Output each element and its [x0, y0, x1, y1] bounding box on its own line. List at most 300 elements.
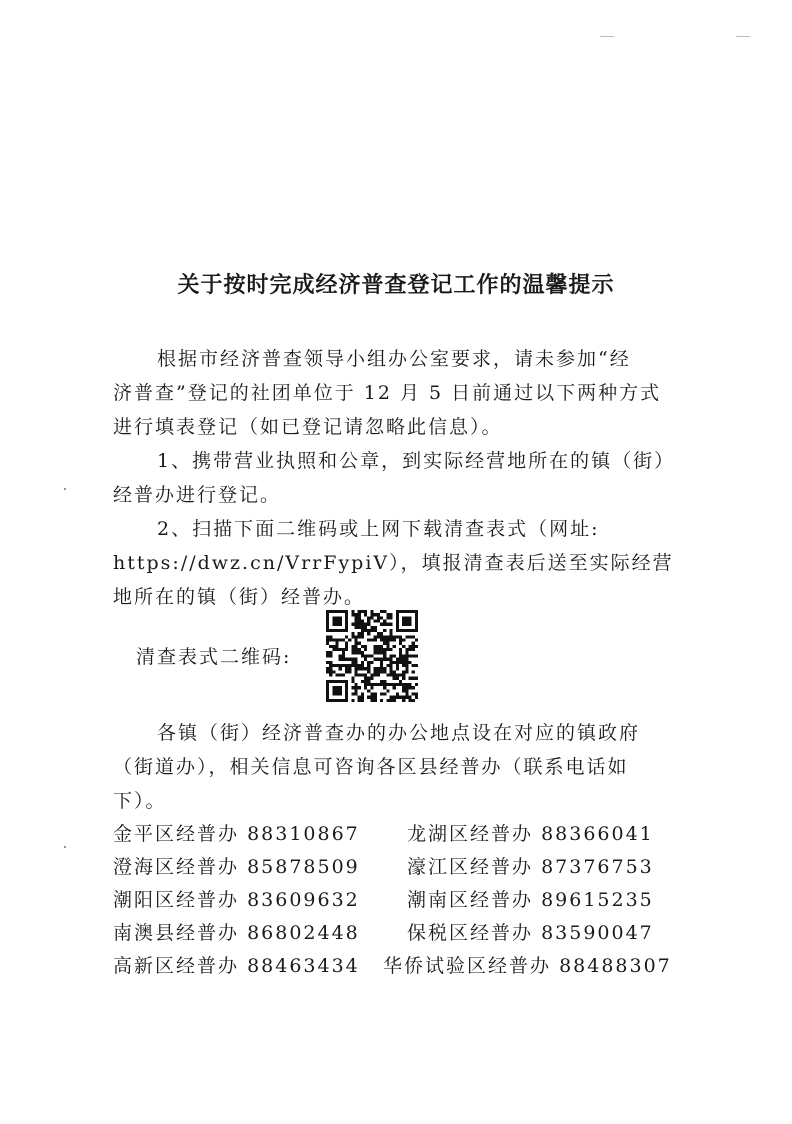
- qr-module: [351, 648, 354, 651]
- qr-module: [374, 699, 377, 702]
- qr-module: [412, 677, 415, 680]
- qr-module: [364, 613, 367, 616]
- qr-module: [336, 648, 339, 651]
- qr-module: [358, 613, 361, 616]
- qr-module: [351, 651, 354, 654]
- qr-module: [370, 699, 373, 702]
- qr-module: [389, 613, 392, 616]
- qr-module: [383, 635, 386, 638]
- qr-module: [396, 673, 399, 676]
- qr-module: [389, 683, 392, 686]
- qr-module: [402, 699, 405, 702]
- office-line: 下）。: [113, 790, 167, 812]
- qr-module: [389, 670, 392, 673]
- qr-module: [336, 645, 339, 648]
- qr-module: [405, 670, 408, 673]
- qr-module: [386, 613, 389, 616]
- qr-module: [367, 696, 370, 699]
- qr-module: [383, 667, 386, 670]
- qr-module: [326, 639, 329, 642]
- qr-module: [345, 664, 348, 667]
- qr-module: [332, 639, 335, 642]
- qr-module: [405, 664, 408, 667]
- contact-entry: [407, 884, 654, 917]
- qr-module: [386, 689, 389, 692]
- qr-module: [399, 658, 402, 661]
- qr-module: [389, 629, 392, 632]
- qr-module: [386, 623, 389, 626]
- qr-module: [393, 686, 396, 689]
- qr-module: [396, 677, 399, 680]
- qr-module: [383, 610, 386, 613]
- qr-module: [355, 642, 358, 645]
- qr-module: [339, 639, 342, 642]
- contact-entry: [383, 950, 672, 983]
- qr-module: [405, 648, 408, 651]
- qr-module: [402, 639, 405, 642]
- qr-module: [389, 658, 392, 661]
- qr-module: [380, 651, 383, 654]
- qr-module: [380, 664, 383, 667]
- qr-module: [374, 658, 377, 661]
- qr-module: [355, 620, 358, 623]
- qr-module: [358, 635, 361, 638]
- qr-module: [361, 667, 364, 670]
- qr-module: [399, 635, 402, 638]
- qr-module: [402, 673, 405, 676]
- qr-module: [399, 642, 402, 645]
- qr-module: [383, 620, 386, 623]
- qr-module: [361, 620, 364, 623]
- qr-module: [405, 667, 408, 670]
- office-paragraph: [113, 716, 668, 818]
- qr-module: [393, 673, 396, 676]
- qr-module: [402, 686, 405, 689]
- qr-module: [377, 632, 380, 635]
- qr-module: [374, 651, 377, 654]
- qr-module: [380, 667, 383, 670]
- qr-module: [377, 651, 380, 654]
- qr-module: [332, 645, 335, 648]
- qr-module: [336, 642, 339, 645]
- qr-module: [412, 692, 415, 695]
- intro-line: 进行填表登记（如已登记请忽略此信息）。: [113, 416, 503, 438]
- qr-module: [383, 670, 386, 673]
- qr-module: [402, 664, 405, 667]
- qr-module: [402, 645, 405, 648]
- qr-module: [405, 696, 408, 699]
- qr-module: [358, 642, 361, 645]
- qr-module: [364, 629, 367, 632]
- qr-module: [370, 654, 373, 657]
- qr-module: [361, 692, 364, 695]
- qr-module: [412, 648, 415, 651]
- intro-line: 济普查”登记的社团单位于 12 月 5 日前通过以下两种方式: [113, 382, 662, 404]
- qr-module: [364, 677, 367, 680]
- qr-module: [399, 683, 402, 686]
- qr-finder-module: [332, 616, 342, 626]
- qr-module: [329, 635, 332, 638]
- qr-module: [355, 645, 358, 648]
- qr-module: [396, 696, 399, 699]
- qr-module: [377, 670, 380, 673]
- qr-module: [408, 677, 411, 680]
- qr-module: [389, 648, 392, 651]
- qr-module: [380, 648, 383, 651]
- item-2-paragraph: [113, 512, 674, 614]
- scan-speck: [736, 36, 750, 37]
- qr-module: [374, 667, 377, 670]
- qr-module: [326, 651, 329, 654]
- contact-name: 龙湖区经普办: [407, 823, 534, 845]
- contact-phone: 86802448: [247, 922, 360, 944]
- qr-module: [326, 670, 329, 673]
- qr-module: [370, 616, 373, 619]
- qr-module: [386, 645, 389, 648]
- qr-label: 清查表式二维码:: [136, 646, 292, 668]
- qr-module: [358, 686, 361, 689]
- qr-module: [393, 645, 396, 648]
- intro-line: 根据市经济普查领导小组办公室要求，请未参加“经: [157, 348, 631, 370]
- qr-module: [380, 699, 383, 702]
- qr-module: [374, 696, 377, 699]
- qr-module: [345, 658, 348, 661]
- qr-module: [358, 667, 361, 670]
- qr-module: [374, 648, 377, 651]
- qr-module: [355, 683, 358, 686]
- qr-module: [355, 639, 358, 642]
- qr-module: [383, 692, 386, 695]
- qr-module: [361, 651, 364, 654]
- contact-phone: 89615235: [541, 889, 654, 911]
- qr-module: [355, 623, 358, 626]
- qr-module: [402, 689, 405, 692]
- qr-module: [386, 683, 389, 686]
- qr-module: [389, 623, 392, 626]
- qr-module: [412, 699, 415, 702]
- qr-module: [399, 639, 402, 642]
- qr-module: [342, 654, 345, 657]
- contact-entry: [407, 917, 654, 950]
- qr-module: [399, 661, 402, 664]
- qr-module: [351, 635, 354, 638]
- qr-module: [377, 645, 380, 648]
- qr-module: [380, 610, 383, 613]
- contact-row: [113, 851, 673, 884]
- item-2-line: https://dwz.cn/VrrFypiV），填报清查表后送至实际经营: [113, 552, 674, 574]
- qr-module: [389, 667, 392, 670]
- qr-module: [329, 639, 332, 642]
- contact-name: 濠江区经普办: [407, 856, 534, 878]
- qr-module: [345, 667, 348, 670]
- qr-module: [358, 632, 361, 635]
- qr-module: [364, 610, 367, 613]
- qr-module: [374, 613, 377, 616]
- qr-module: [342, 673, 345, 676]
- qr-module: [364, 648, 367, 651]
- qr-module: [367, 623, 370, 626]
- qr-module: [361, 680, 364, 683]
- qr-module: [348, 664, 351, 667]
- qr-module: [348, 667, 351, 670]
- contact-name: 潮南区经普办: [407, 889, 534, 911]
- qr-module: [396, 664, 399, 667]
- qr-module: [361, 632, 364, 635]
- qr-module: [355, 613, 358, 616]
- qr-module: [355, 648, 358, 651]
- qr-module: [358, 673, 361, 676]
- qr-module: [364, 626, 367, 629]
- qr-module: [380, 639, 383, 642]
- qr-module: [405, 689, 408, 692]
- qr-module: [367, 683, 370, 686]
- qr-module: [408, 683, 411, 686]
- qr-module: [383, 680, 386, 683]
- qr-module: [370, 686, 373, 689]
- qr-module: [374, 645, 377, 648]
- qr-module: [377, 635, 380, 638]
- qr-module: [408, 696, 411, 699]
- qr-module: [383, 658, 386, 661]
- item-2-line: 2、扫描下面二维码或上网下载清查表式（网址:: [157, 518, 600, 540]
- qr-module: [358, 699, 361, 702]
- qr-finder-module: [332, 686, 342, 696]
- contact-phone: 88310867: [247, 823, 360, 845]
- qr-module: [367, 616, 370, 619]
- contact-entry: [113, 917, 360, 950]
- qr-module: [389, 635, 392, 638]
- qr-module: [386, 673, 389, 676]
- qr-module: [367, 680, 370, 683]
- qr-module: [358, 616, 361, 619]
- qr-module: [351, 677, 354, 680]
- item-1-line: 1、携带营业执照和公章，到实际经营地所在的镇（街）: [157, 450, 676, 472]
- contact-phone: 88366041: [541, 823, 654, 845]
- qr-module: [377, 648, 380, 651]
- qr-module: [408, 686, 411, 689]
- qr-module: [336, 664, 339, 667]
- qr-module: [351, 680, 354, 683]
- qr-module: [402, 696, 405, 699]
- qr-module: [408, 654, 411, 657]
- qr-module: [355, 635, 358, 638]
- qr-module: [377, 620, 380, 623]
- qr-module: [358, 664, 361, 667]
- qr-module: [367, 654, 370, 657]
- qr-module: [389, 696, 392, 699]
- contact-entry: [113, 851, 360, 884]
- contact-entry: [407, 851, 654, 884]
- qr-module: [386, 658, 389, 661]
- qr-module: [332, 664, 335, 667]
- qr-module: [355, 686, 358, 689]
- qr-module: [367, 639, 370, 642]
- qr-module: [339, 664, 342, 667]
- contact-entry: [407, 818, 654, 851]
- qr-module: [415, 664, 418, 667]
- qr-module: [361, 696, 364, 699]
- qr-module: [396, 661, 399, 664]
- qr-module: [358, 626, 361, 629]
- qr-module: [402, 683, 405, 686]
- qr-module: [329, 664, 332, 667]
- qr-module: [351, 686, 354, 689]
- qr-module: [326, 661, 329, 664]
- qr-module: [342, 664, 345, 667]
- qr-module: [361, 629, 364, 632]
- contact-name: 澄海区经普办: [113, 856, 240, 878]
- qr-module: [389, 632, 392, 635]
- contact-name: 南澳县经普办: [113, 922, 240, 944]
- qr-module: [361, 623, 364, 626]
- qr-module: [408, 699, 411, 702]
- qr-module: [386, 639, 389, 642]
- qr-module: [415, 692, 418, 695]
- contact-phone: 88463434: [247, 955, 360, 977]
- intro-paragraph: [113, 342, 668, 444]
- qr-module: [367, 689, 370, 692]
- contact-entry: [113, 950, 360, 983]
- qr-module: [408, 645, 411, 648]
- qr-module: [370, 673, 373, 676]
- qr-module: [342, 658, 345, 661]
- qr-module: [380, 680, 383, 683]
- qr-module: [396, 683, 399, 686]
- qr-module: [380, 692, 383, 695]
- qr-module: [339, 648, 342, 651]
- qr-module: [389, 639, 392, 642]
- qr-module: [370, 639, 373, 642]
- qr-module: [339, 658, 342, 661]
- qr-module: [393, 696, 396, 699]
- qr-module: [367, 670, 370, 673]
- qr-module: [386, 648, 389, 651]
- qr-module: [367, 661, 370, 664]
- qr-module: [367, 629, 370, 632]
- contact-name: 金平区经普办: [113, 823, 240, 845]
- qr-module: [405, 635, 408, 638]
- qr-module: [386, 635, 389, 638]
- qr-module: [351, 623, 354, 626]
- contact-phone: 83609632: [247, 889, 360, 911]
- qr-module: [377, 667, 380, 670]
- qr-module: [374, 626, 377, 629]
- qr-module: [355, 616, 358, 619]
- qr-module: [351, 692, 354, 695]
- qr-module: [383, 654, 386, 657]
- qr-module: [415, 683, 418, 686]
- contact-phone: 85878509: [247, 856, 360, 878]
- qr-module: [345, 645, 348, 648]
- qr-finder-module: [402, 616, 412, 626]
- qr-module: [374, 620, 377, 623]
- qr-module: [374, 629, 377, 632]
- qr-module: [370, 696, 373, 699]
- qr-module: [351, 645, 354, 648]
- qr-module: [396, 658, 399, 661]
- qr-module: [361, 610, 364, 613]
- qr-module: [402, 654, 405, 657]
- qr-module: [415, 696, 418, 699]
- qr-module: [370, 677, 373, 680]
- qr-module: [332, 648, 335, 651]
- qr-code[interactable]: [326, 610, 418, 702]
- qr-module: [351, 613, 354, 616]
- qr-module: [383, 683, 386, 686]
- qr-module: [361, 673, 364, 676]
- qr-module: [408, 648, 411, 651]
- qr-module: [405, 651, 408, 654]
- qr-module: [374, 673, 377, 676]
- qr-module: [367, 677, 370, 680]
- qr-module: [345, 642, 348, 645]
- qr-module: [370, 613, 373, 616]
- qr-module: [361, 635, 364, 638]
- contact-list: [113, 818, 673, 983]
- qr-module: [370, 629, 373, 632]
- qr-module: [402, 677, 405, 680]
- qr-module: [393, 635, 396, 638]
- qr-module: [415, 677, 418, 680]
- qr-module: [358, 620, 361, 623]
- qr-module: [342, 639, 345, 642]
- qr-module: [355, 670, 358, 673]
- qr-module: [380, 645, 383, 648]
- qr-module: [339, 654, 342, 657]
- qr-module: [358, 696, 361, 699]
- office-line: （街道办），相关信息可咨询各区县经普办（联系电话如: [113, 756, 629, 778]
- page-title: 关于按时完成经济普查登记工作的温馨提示: [177, 272, 615, 298]
- scan-speck: [64, 846, 66, 848]
- qr-module: [399, 648, 402, 651]
- qr-module: [377, 613, 380, 616]
- qr-module: [342, 651, 345, 654]
- qr-module: [399, 651, 402, 654]
- qr-module: [412, 642, 415, 645]
- qr-module: [412, 670, 415, 673]
- contact-phone: 88488307: [559, 955, 672, 977]
- qr-module: [355, 673, 358, 676]
- qr-module: [345, 670, 348, 673]
- qr-module: [364, 667, 367, 670]
- qr-module: [389, 699, 392, 702]
- qr-module: [377, 683, 380, 686]
- qr-module: [329, 673, 332, 676]
- qr-module: [415, 645, 418, 648]
- qr-module: [402, 658, 405, 661]
- qr-module: [364, 645, 367, 648]
- qr-module: [355, 626, 358, 629]
- qr-module: [345, 635, 348, 638]
- qr-module: [326, 667, 329, 670]
- qr-module: [374, 692, 377, 695]
- contact-entry: [113, 818, 360, 851]
- qr-module: [329, 670, 332, 673]
- contact-entry: [113, 884, 360, 917]
- qr-module: [355, 661, 358, 664]
- qr-module: [361, 626, 364, 629]
- qr-module: [374, 683, 377, 686]
- qr-module: [332, 670, 335, 673]
- qr-module: [386, 664, 389, 667]
- qr-module: [380, 661, 383, 664]
- qr-module: [351, 658, 354, 661]
- scan-speck: [600, 36, 614, 37]
- qr-module: [402, 670, 405, 673]
- qr-module: [370, 692, 373, 695]
- qr-module: [355, 658, 358, 661]
- qr-module: [364, 680, 367, 683]
